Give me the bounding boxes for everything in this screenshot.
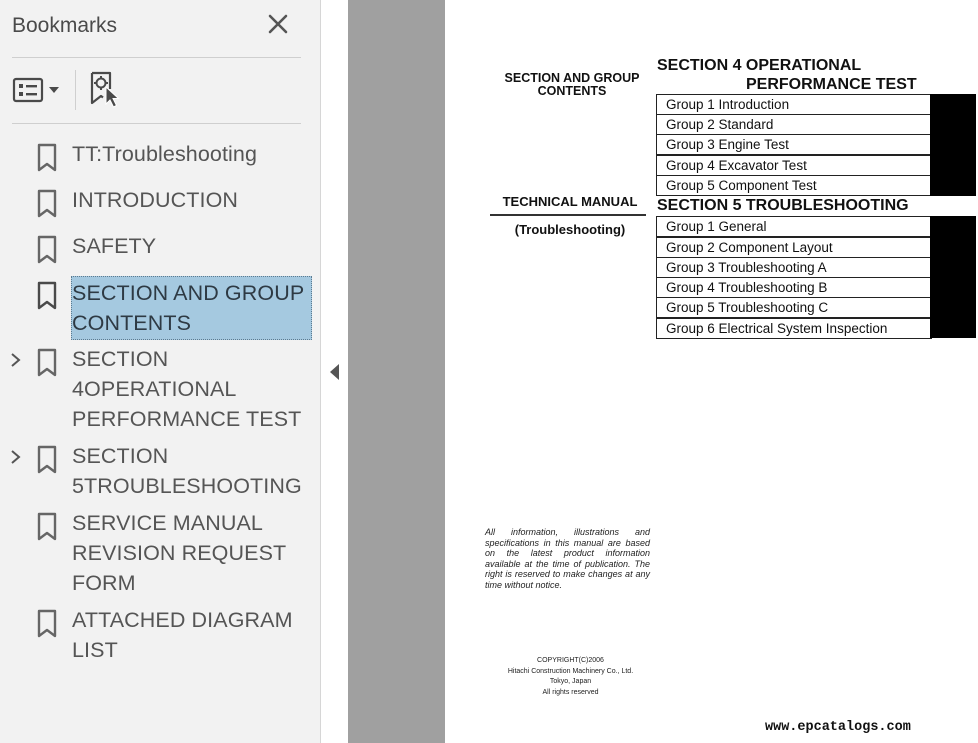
bookmark-item[interactable]	[0, 231, 320, 263]
bookmark-item[interactable]	[0, 441, 320, 503]
bookmark-item-selected[interactable]	[0, 277, 320, 337]
bookmark-options-button[interactable]	[12, 74, 62, 106]
find-current-bookmark-button[interactable]	[88, 70, 124, 108]
copyright-line: Tokyo, Japan	[549, 678, 592, 685]
bookmark-icon	[36, 143, 58, 173]
panel-title: Bookmarks	[12, 14, 118, 37]
manual-divider	[490, 214, 646, 216]
section5-group: Group 1 General	[656, 216, 932, 237]
header-divider	[12, 57, 301, 58]
toolbar-divider-bottom	[12, 123, 301, 124]
section5-group: Group 4 Troubleshooting B	[656, 277, 932, 298]
bookmark-item[interactable]	[0, 185, 320, 217]
manual-subtitle: (Troubleshooting)	[514, 222, 626, 237]
bookmark-label: SECTION 5TROUBLESHOOTING	[72, 444, 302, 498]
section5-group: Group 2 Component Layout	[656, 237, 932, 258]
document-page	[445, 0, 978, 743]
section4-group: Group 2 Standard	[656, 114, 932, 135]
toolbar-divider	[75, 70, 76, 110]
bookmark-label: INTRODUCTION	[72, 188, 239, 212]
copyright-line: COPYRIGHT(C)2006	[537, 657, 604, 664]
section5-group: Group 3 Troubleshooting A	[656, 257, 932, 278]
section4-group: Group 4 Excavator Test	[656, 155, 932, 176]
bookmark-icon	[36, 235, 58, 265]
bookmark-icon	[36, 281, 58, 311]
chevron-right-icon[interactable]	[6, 351, 24, 369]
bookmark-label: SECTION AND GROUP CONTENTS	[71, 276, 312, 340]
bookmark-item[interactable]	[0, 605, 320, 667]
bookmark-icon	[36, 512, 58, 542]
bookmark-label: SAFETY	[72, 234, 157, 258]
document-background	[348, 0, 445, 743]
collapse-panel-button[interactable]	[328, 362, 342, 382]
caret-left-icon	[328, 362, 342, 382]
chevron-right-icon[interactable]	[6, 448, 24, 466]
section4-title-cont: PERFORMANCE TEST	[746, 76, 917, 93]
manual-label: TECHNICAL MANUAL	[502, 194, 638, 209]
bookmark-icon	[36, 189, 58, 219]
disclaimer-text: All information, illustrations and specifications in this manual are based on the latest product information available at the time of publication. The right is reserved to make changes at any time without notice.	[485, 527, 650, 590]
bookmark-item[interactable]	[0, 344, 320, 436]
bookmark-options-icon	[12, 74, 62, 106]
bookmark-item[interactable]	[0, 139, 320, 171]
close-icon	[264, 10, 292, 38]
section5-group: Group 6 Electrical System Inspection	[656, 318, 932, 339]
bookmarks-panel	[0, 0, 321, 743]
bookmark-icon	[36, 445, 58, 475]
bookmark-icon	[36, 609, 58, 639]
section5-tab-marker	[930, 216, 976, 338]
bookmark-item[interactable]	[0, 508, 320, 600]
copyright-line: All rights reserved	[542, 688, 599, 696]
bookmark-label: ATTACHED DIAGRAM LIST	[72, 608, 293, 662]
close-panel-button[interactable]	[264, 10, 292, 38]
bookmark-label: SECTION 4OPERATIONAL PERFORMANCE TEST	[72, 347, 302, 431]
section4-group: Group 5 Component Test	[656, 175, 932, 196]
find-current-bookmark-icon	[88, 70, 124, 108]
section4-tab-marker	[930, 94, 976, 196]
copyright-line: Hitachi Construction Machinery Co., Ltd.	[507, 667, 634, 675]
section5-group: Group 5 Troubleshooting C	[656, 297, 932, 318]
section4-group: Group 3 Engine Test	[656, 134, 932, 155]
bookmark-icon	[36, 348, 58, 378]
bookmark-label: SERVICE MANUAL REVISION REQUEST FORM	[72, 511, 286, 595]
bookmark-label: TT:Troubleshooting	[72, 142, 258, 166]
section4-group: Group 1 Introduction	[656, 94, 932, 115]
contents-title: SECTION AND GROUP CONTENTS	[504, 71, 640, 98]
section4-title: SECTION 4 OPERATIONAL	[657, 57, 862, 74]
watermark-text: www.epcatalogs.com	[765, 720, 911, 735]
section5-title: SECTION 5 TROUBLESHOOTING	[657, 197, 909, 214]
copyright-block	[493, 656, 648, 698]
